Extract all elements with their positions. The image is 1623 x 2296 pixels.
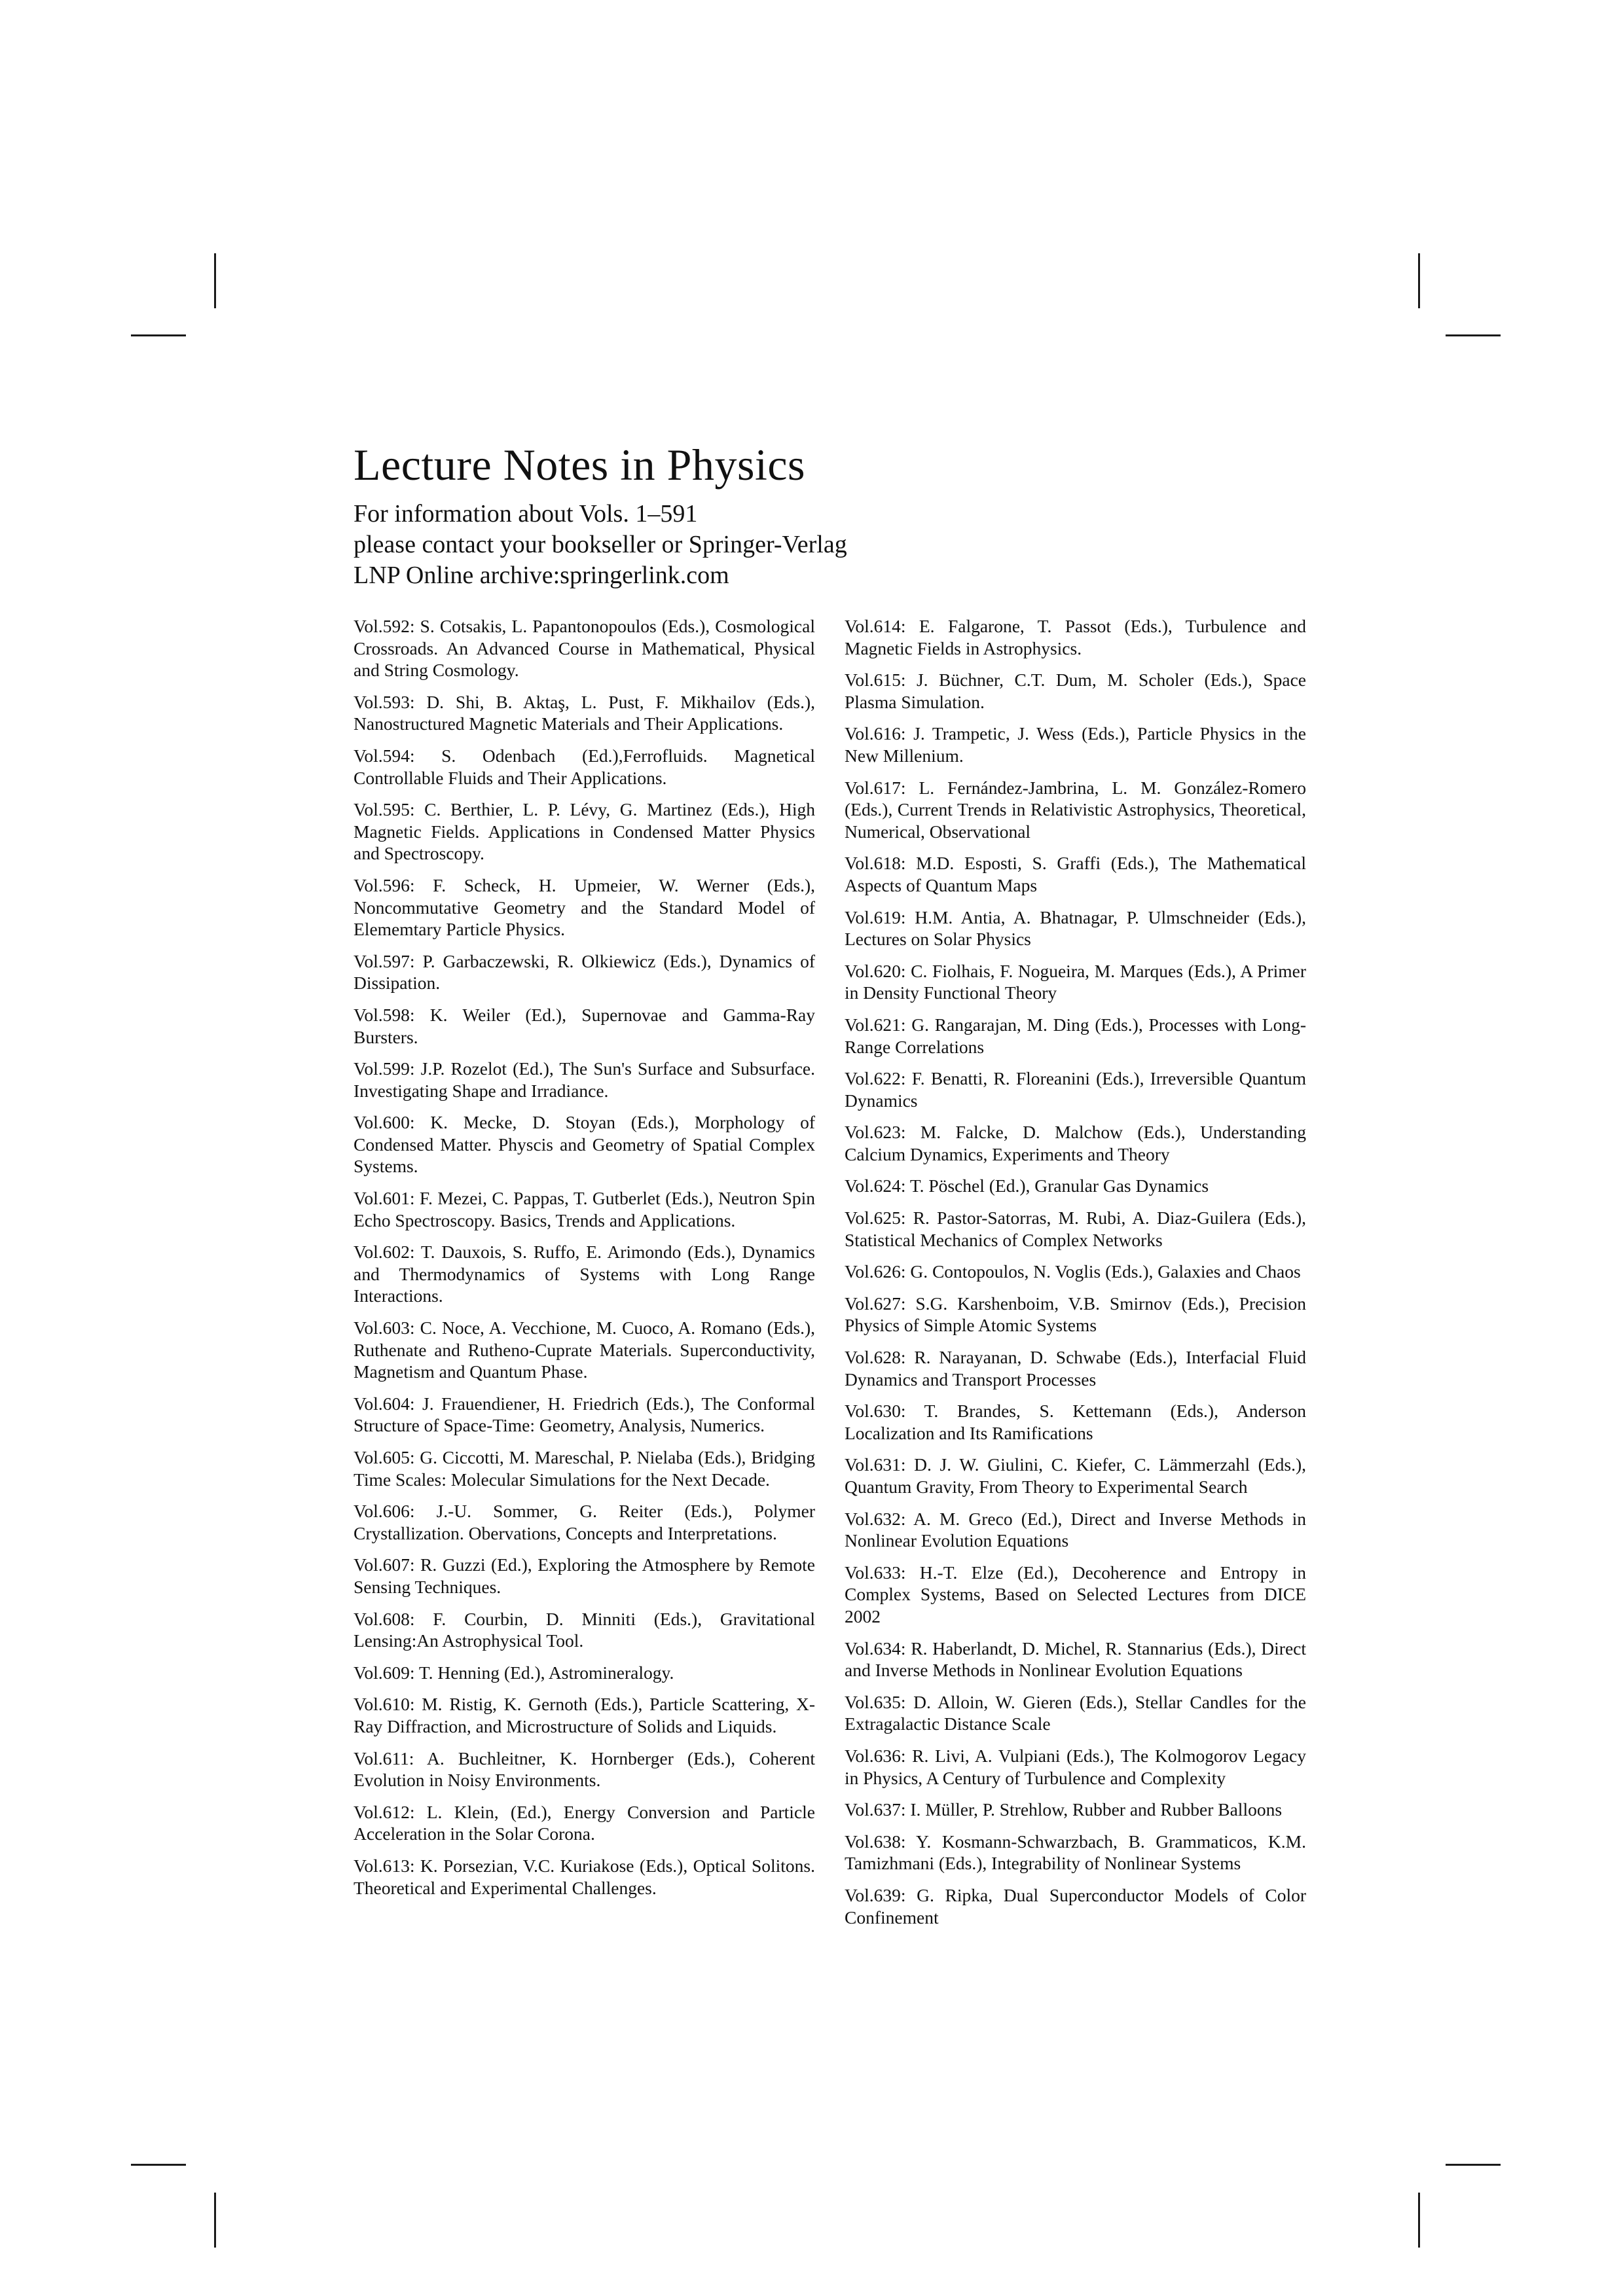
volume-entry: Vol.599: J.P. Rozelot (Ed.), The Sun's Surface and Subsurface. Investigating Shape and Irradiance. — [354, 1058, 815, 1101]
volume-entry: Vol.625: R. Pastor-Satorras, M. Rubi, A. Diaz-Guilera (Eds.), Statistical Mechanics of Complex Networks — [845, 1208, 1306, 1250]
volume-entry: Vol.605: G. Ciccotti, M. Mareschal, P. Nielaba (Eds.), Bridging Time Scales: Molecular Simulations for the Next Decade. — [354, 1447, 815, 1490]
page-title: Lecture Notes in Physics — [354, 440, 805, 490]
volume-entry: Vol.630: T. Brandes, S. Kettemann (Eds.), Anderson Localization and Its Ramifications — [845, 1401, 1306, 1443]
volume-entry: Vol.601: F. Mezei, C. Pappas, T. Gutberlet (Eds.), Neutron Spin Echo Spectroscopy. Basics, Trends and Applications. — [354, 1188, 815, 1230]
volume-list-right-column — [845, 615, 1306, 1938]
crop-mark-bottom-right-horizontal — [1446, 2164, 1501, 2166]
crop-mark-bottom-left-horizontal — [131, 2164, 186, 2166]
crop-mark-top-right-horizontal — [1446, 334, 1501, 336]
volume-entry: Vol.614: E. Falgarone, T. Passot (Eds.), Turbulence and Magnetic Fields in Astrophysics. — [845, 616, 1306, 658]
volume-entry: Vol.600: K. Mecke, D. Stoyan (Eds.), Morphology of Condensed Matter. Physcis and Geometry of Spatial Complex Systems. — [354, 1112, 815, 1177]
crop-mark-top-left-horizontal — [131, 334, 186, 336]
volume-entry: Vol.606: J.-U. Sommer, G. Reiter (Eds.), Polymer Crystallization. Obervations, Concepts and Interpretations. — [354, 1501, 815, 1543]
volume-entry: Vol.620: C. Fiolhais, F. Nogueira, M. Marques (Eds.), A Primer in Density Functional Theory — [845, 960, 1306, 1003]
volume-entry: Vol.595: C. Berthier, L. P. Lévy, G. Martinez (Eds.), High Magnetic Fields. Applications in Condensed Matter Physics and Spectroscopy. — [354, 799, 815, 864]
volume-entry: Vol.610: M. Ristig, K. Gernoth (Eds.), Particle Scattering, X-Ray Diffraction, and Microstructure of Solids and Liquids. — [354, 1694, 815, 1736]
volume-entry: Vol.627: S.G. Karshenboim, V.B. Smirnov (Eds.), Precision Physics of Simple Atomic Systems — [845, 1293, 1306, 1336]
volume-entry: Vol.602: T. Dauxois, S. Ruffo, E. Arimondo (Eds.), Dynamics and Thermodynamics of Systems with Long Range Interactions. — [354, 1242, 815, 1306]
volume-entry: Vol.604: J. Frauendiener, H. Friedrich (Eds.), The Conformal Structure of Space-Time: Geometry, Analysis, Numerics. — [354, 1393, 815, 1436]
volume-entry: Vol.637: I. Müller, P. Strehlow, Rubber and Rubber Balloons — [845, 1799, 1283, 1820]
volume-entry: Vol.609: T. Henning (Ed.), Astromineralogy. — [354, 1662, 674, 1683]
series-info-line: For information about Vols. 1–591 — [354, 500, 698, 528]
volume-entry: Vol.617: L. Fernández-Jambrina, L. M. González-Romero (Eds.), Current Trends in Relativistic Astrophysics, Theoretical, Numerical, Observational — [845, 777, 1306, 842]
volume-entry: Vol.612: L. Klein, (Ed.), Energy Conversion and Particle Acceleration in the Solar Corona. — [354, 1801, 815, 1844]
volume-entry: Vol.622: F. Benatti, R. Floreanini (Eds.), Irreversible Quantum Dynamics — [845, 1068, 1306, 1111]
volume-entry: Vol.611: A. Buchleitner, K. Hornberger (Eds.), Coherent Evolution in Noisy Environments. — [354, 1748, 815, 1791]
series-info-line: please contact your bookseller or Springer-Verlag — [354, 531, 847, 558]
volume-entry: Vol.615: J. Büchner, C.T. Dum, M. Scholer (Eds.), Space Plasma Simulation. — [845, 670, 1306, 712]
volume-entry: Vol.624: T. Pöschel (Ed.), Granular Gas Dynamics — [845, 1175, 1209, 1196]
crop-mark-bottom-right-vertical — [1418, 2193, 1420, 2248]
volume-entry: Vol.603: C. Noce, A. Vecchione, M. Cuoco, A. Romano (Eds.), Ruthenate and Rutheno-Cuprate Materials. Superconductivity, Magnetism and Quantum Phase. — [354, 1318, 815, 1382]
volume-entry: Vol.626: G. Contopoulos, N. Voglis (Eds.), Galaxies and Chaos — [845, 1261, 1301, 1282]
volume-entry: Vol.594: S. Odenbach (Ed.),Ferrofluids. Magnetical Controllable Fluids and Their Applications. — [354, 745, 815, 788]
volume-entry: Vol.618: M.D. Esposti, S. Graffi (Eds.), The Mathematical Aspects of Quantum Maps — [845, 853, 1306, 895]
volume-entry: Vol.634: R. Haberlandt, D. Michel, R. Stannarius (Eds.), Direct and Inverse Methods in Nonlinear Evolution Equations — [845, 1638, 1306, 1681]
crop-mark-top-right-vertical — [1418, 253, 1420, 308]
volume-entry: Vol.608: F. Courbin, D. Minniti (Eds.), Gravitational Lensing:An Astrophysical Tool. — [354, 1608, 815, 1651]
volume-entry: Vol.593: D. Shi, B. Aktaş, L. Pust, F. Mikhailov (Eds.), Nanostructured Magnetic Materials and Their Applications. — [354, 691, 815, 734]
volume-entry: Vol.616: J. Trampetic, J. Wess (Eds.), Particle Physics in the New Millenium. — [845, 723, 1306, 766]
volume-entry: Vol.632: A. M. Greco (Ed.), Direct and Inverse Methods in Nonlinear Evolution Equations — [845, 1508, 1306, 1551]
volume-entry: Vol.613: K. Porsezian, V.C. Kuriakose (Eds.), Optical Solitons. Theoretical and Experimental Challenges. — [354, 1855, 815, 1898]
volume-entry: Vol.598: K. Weiler (Ed.), Supernovae and Gamma-Ray Bursters. — [354, 1004, 815, 1047]
volume-entry: Vol.638: Y. Kosmann-Schwarzbach, B. Grammaticos, K.M. Tamizhmani (Eds.), Integrability of Nonlinear Systems — [845, 1831, 1306, 1874]
series-info — [354, 499, 847, 591]
volume-entry: Vol.592: S. Cotsakis, L. Papantonopoulos (Eds.), Cosmological Crossroads. An Advanced Course in Mathematical, Physical and String Cosmology. — [354, 616, 815, 681]
volume-entry: Vol.636: R. Livi, A. Vulpiani (Eds.), The Kolmogorov Legacy in Physics, A Century of Turbulence and Complexity — [845, 1745, 1306, 1788]
volume-entry: Vol.639: G. Ripka, Dual Superconductor Models of Color Confinement — [845, 1884, 1306, 1928]
volume-entry: Vol.623: M. Falcke, D. Malchow (Eds.), Understanding Calcium Dynamics, Experiments and Theory — [845, 1122, 1306, 1164]
volume-entry: Vol.633: H.-T. Elze (Ed.), Decoherence and Entropy in Complex Systems, Based on Selected Lectures from DICE 2002 — [845, 1562, 1306, 1626]
volume-list-left-column — [354, 615, 815, 1909]
crop-mark-top-left-vertical — [214, 253, 216, 308]
volume-entry: Vol.607: R. Guzzi (Ed.), Exploring the Atmosphere by Remote Sensing Techniques. — [354, 1554, 815, 1597]
series-info-line: LNP Online archive:springerlink.com — [354, 562, 729, 589]
volume-entry: Vol.628: R. Narayanan, D. Schwabe (Eds.), Interfacial Fluid Dynamics and Transport Processes — [845, 1347, 1306, 1390]
volume-entry: Vol.619: H.M. Antia, A. Bhatnagar, P. Ulmschneider (Eds.), Lectures on Solar Physics — [845, 906, 1306, 950]
volume-entry: Vol.635: D. Alloin, W. Gieren (Eds.), Stellar Candles for the Extragalactic Distance Scale — [845, 1691, 1306, 1734]
crop-mark-bottom-left-vertical — [214, 2193, 216, 2248]
volume-entry: Vol.631: D. J. W. Giulini, C. Kiefer, C. Lämmerzahl (Eds.), Quantum Gravity, From Theory to Experimental Search — [845, 1454, 1306, 1497]
volume-entry: Vol.621: G. Rangarajan, M. Ding (Eds.), Processes with Long-Range Correlations — [845, 1014, 1306, 1057]
volume-entry: Vol.596: F. Scheck, H. Upmeier, W. Werner (Eds.), Noncommutative Geometry and the Standard Model of Elememtary Particle Physics. — [354, 874, 815, 940]
volume-entry: Vol.597: P. Garbaczewski, R. Olkiewicz (Eds.), Dynamics of Dissipation. — [354, 950, 815, 994]
